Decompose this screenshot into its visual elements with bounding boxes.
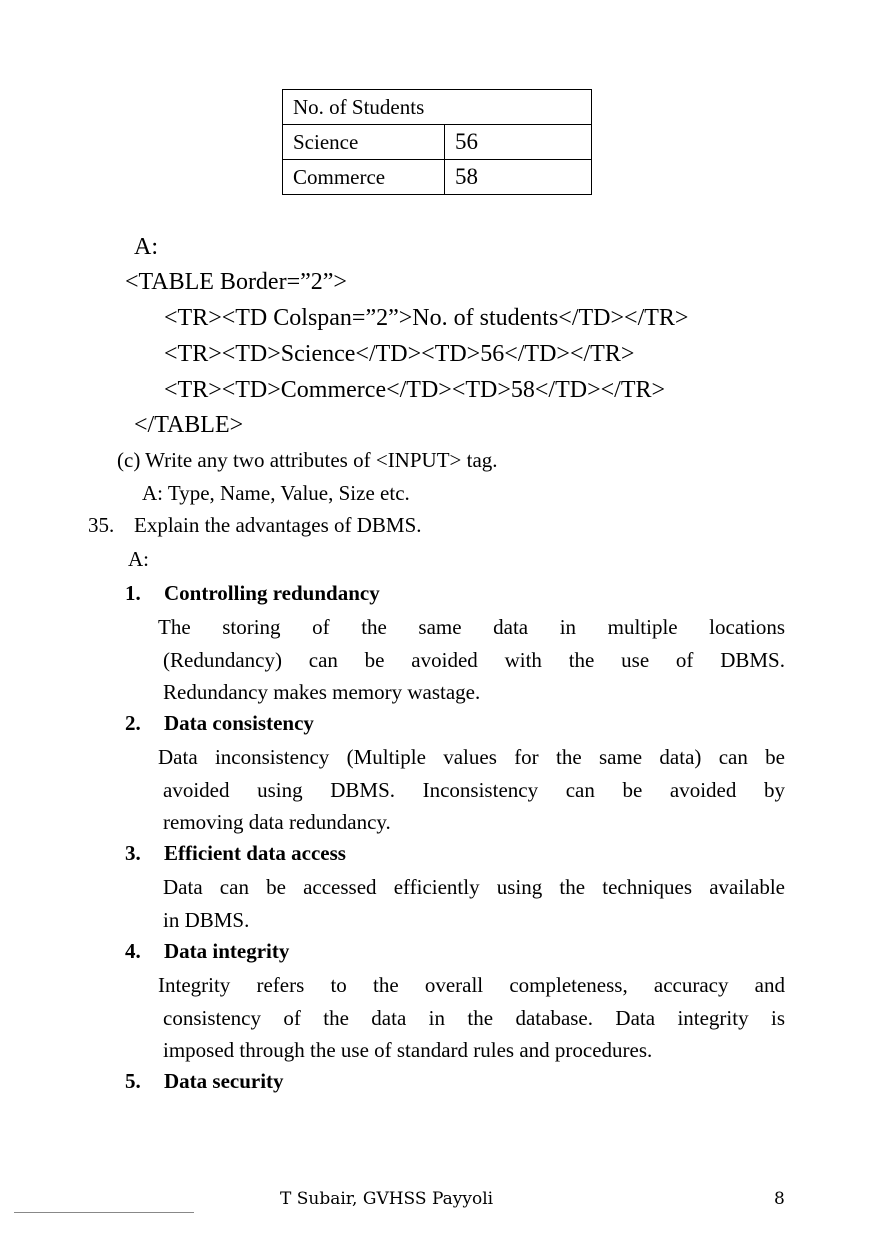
item-line: (Redundancy) can be avoided with the use of DBMS. <box>163 647 785 672</box>
item-title: Data integrity <box>164 939 290 963</box>
item-title: Data consistency <box>164 711 314 735</box>
table-cell-value: 58 <box>445 160 592 195</box>
item-line: in DBMS. <box>163 907 250 932</box>
item-line: Integrity refers to the overall completeness, accuracy and <box>158 973 785 997</box>
question-number: 35. <box>88 513 115 537</box>
item-paragraph <box>158 741 785 839</box>
code-line-4: <TR><TD>Commerce</TD><TD>58</TD></TR> <box>164 377 666 403</box>
item-title: Efficient data access <box>164 841 346 865</box>
answer-c: A: Type, Name, Value, Size etc. <box>142 481 410 505</box>
item-paragraph <box>163 871 785 936</box>
item-paragraph <box>158 611 785 709</box>
item-paragraph <box>158 969 785 1067</box>
item-number: 3. <box>125 841 141 865</box>
item-line: Data can be accessed efficiently using the techniques available <box>163 875 785 899</box>
table-row <box>283 160 592 195</box>
item-line: imposed through the use of standard rules and procedures. <box>163 1038 653 1062</box>
question-text: Explain the advantages of DBMS. <box>134 513 422 537</box>
table-row <box>283 125 592 160</box>
item-number: 2. <box>125 711 141 735</box>
table-cell-label: Commerce <box>283 160 445 195</box>
footer-author: T Subair, GVHSS Payyoli <box>280 1189 494 1209</box>
item-line: Redundancy makes memory wastage. <box>163 680 481 704</box>
students-table <box>282 89 592 195</box>
page-number: 8 <box>774 1189 785 1209</box>
item-number: 4. <box>125 939 141 963</box>
table-row <box>283 90 592 125</box>
item-title: Data security <box>164 1069 284 1093</box>
item-line: removing data redundancy. <box>163 810 391 834</box>
table-cell-label: Science <box>283 125 445 160</box>
item-number: 1. <box>125 581 141 605</box>
table-cell-value: 56 <box>445 125 592 160</box>
code-line-2: <TR><TD Colspan=”2”>No. of students</TD></TR> <box>164 305 689 331</box>
item-title: Controlling redundancy <box>164 581 380 605</box>
code-line-1: <TABLE Border=”2”> <box>125 269 347 295</box>
item-line: Data inconsistency (Multiple values for the same data) can be <box>158 745 785 769</box>
answer-label: A: <box>134 234 158 260</box>
question-c: (c) Write any two attributes of <INPUT> tag. <box>117 448 498 472</box>
answer-label: A: <box>128 547 149 571</box>
table-header-cell: No. of Students <box>283 90 592 125</box>
item-line: avoided using DBMS. Inconsistency can be avoided by <box>163 777 785 802</box>
code-line-3: <TR><TD>Science</TD><TD>56</TD></TR> <box>164 341 635 367</box>
item-line: consistency of the data in the database. Data integrity is <box>163 1005 785 1030</box>
item-line: The storing of the same data in multiple locations <box>158 615 785 639</box>
code-line-5: </TABLE> <box>134 412 244 438</box>
footer-divider <box>14 1212 194 1213</box>
item-number: 5. <box>125 1069 141 1093</box>
